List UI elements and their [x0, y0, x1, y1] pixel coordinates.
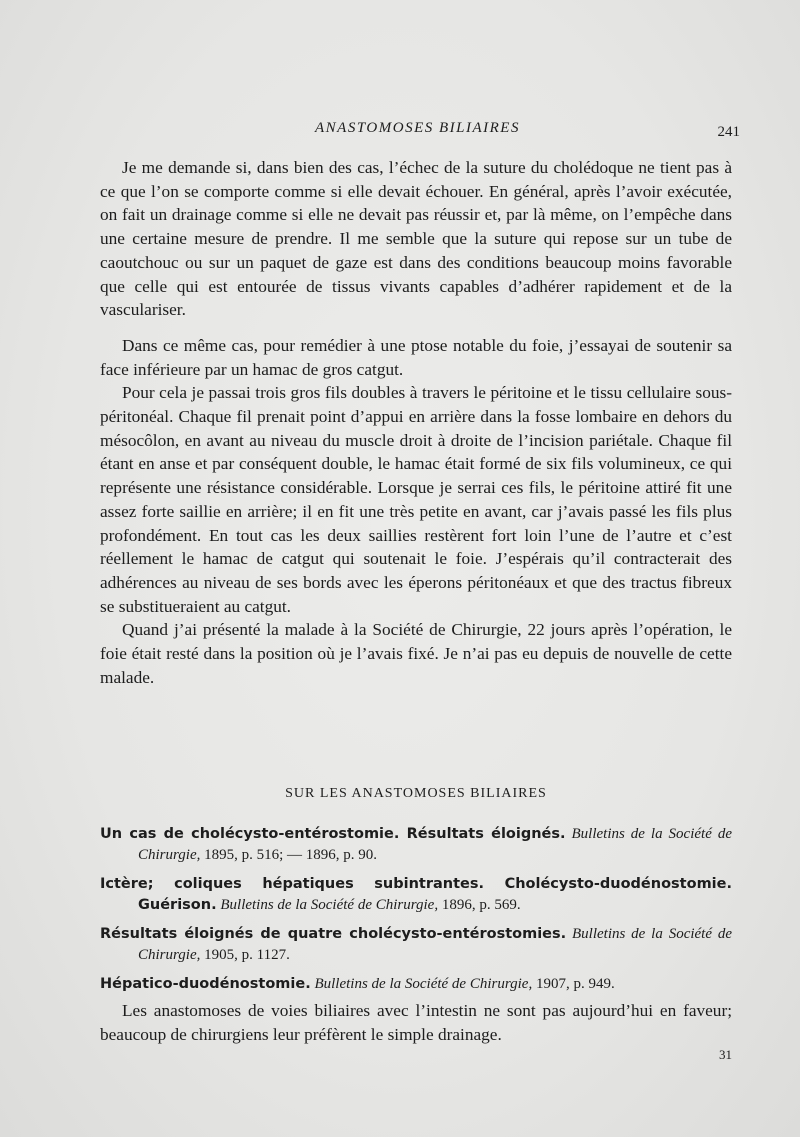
reference-item — [100, 924, 732, 966]
paragraph: Pour cela je passai trois gros fils doubles à travers le péritoine et le tissu cellulaire sous-péritonéal. Chaque fil prenait point d’appui en arrière dans la fosse lombaire en dehors du mésocôlon, en avant au niveau du muscle droit à droite de l’incision pariétale. Chaque fil étant en anse et par conséquent double, le hamac était formé de six fils volumineux, ce qui représente une résistance considérable. Lorsque je serrai ces fils, le péritoine attiré fit une assez forte saillie en arrière; il en fit une très petite en avant, car j’avais passé les fils plus profondément. En tout cas les deux saillies restèrent fort loin l’une de l’autre et c’est réellement le hamac de catgut qui soutenait le foie. J’espérais qu’il contracterait des adhérences au niveau de ses bords avec les éperons péritonéaux et que des tractus fibreux se substitueraient au catgut. — [100, 383, 732, 616]
reference-details: 1896, p. 569. — [438, 897, 521, 913]
reference-source: Bulletins de la Société de Chirurgie, — [138, 926, 732, 963]
reference-title: Hépatico-duodénostomie. — [100, 976, 311, 992]
running-title: ANASTOMOSES BILIAIRES — [315, 120, 520, 136]
paragraph: Dans ce même cas, pour remédier à une ptose notable du foie, j’essayai de soutenir sa face inférieure par un hamac de gros catgut. — [100, 335, 732, 379]
reference-item — [100, 824, 732, 866]
page-number: 241 — [717, 124, 740, 140]
reference-title: Ictère; coliques hépatiques subintrantes. Cholécysto-duodénostomie. Guérison. — [100, 876, 732, 913]
section-heading: SUR LES ANASTOMOSES BILIAIRES — [285, 786, 547, 801]
reference-source: Bulletins de la Société de Chirurgie, — [314, 976, 533, 992]
reference-title: Un cas de cholécysto-entérostomie. Résultats éloignés. — [100, 826, 566, 842]
paragraph: Je me demande si, dans bien des cas, l’échec de la suture du cholédoque ne tient pas à ce que l’on se comporte comme si elle devait échouer. En général, après l’avoir exécutée, on fait un drainage comme si elle ne devait pas réussir et, par là même, on l’empêche dans une certaine mesure de prendre. Il me semble que la suture qui repose sur un tube de caoutchouc ou sur un paquet de gaze est dans des conditions beaucoup moins favorable que celle qui est entourée de tissus vivants capables d’adhérer rapidement et de la vasculariser. — [100, 158, 732, 320]
main-text — [100, 156, 732, 689]
reference-item — [100, 874, 732, 916]
reference-source: Bulletins de la Société de Chirurgie, — [220, 897, 439, 913]
closing-text — [100, 999, 732, 1046]
reference-title: Résultats éloignés de quatre cholécysto-entérostomies. — [100, 926, 567, 942]
reference-source: Bulletins de la Société de Chirurgie, — [138, 826, 732, 863]
reference-list — [100, 824, 732, 1003]
reference-item — [100, 974, 732, 995]
closing-paragraph: Les anastomoses de voies biliaires avec l’intestin ne sont pas aujourd’hui en faveur; beaucoup de chirurgiens leur préfèrent le simple drainage. — [100, 1001, 732, 1044]
paragraph: Quand j’ai présenté la malade à la Société de Chirurgie, 22 jours après l’opération, le foie était resté dans la position où je l’avais fixé. Je n’ai pas eu depuis de nouvelle de cette malade. — [100, 620, 732, 687]
signature-mark: 31 — [719, 1047, 732, 1062]
running-header — [100, 118, 740, 142]
reference-details: 1895, p. 516; — 1896, p. 90. — [200, 847, 378, 863]
reference-details: 1907, p. 949. — [532, 976, 615, 992]
reference-details: 1905, p. 1127. — [200, 947, 290, 963]
